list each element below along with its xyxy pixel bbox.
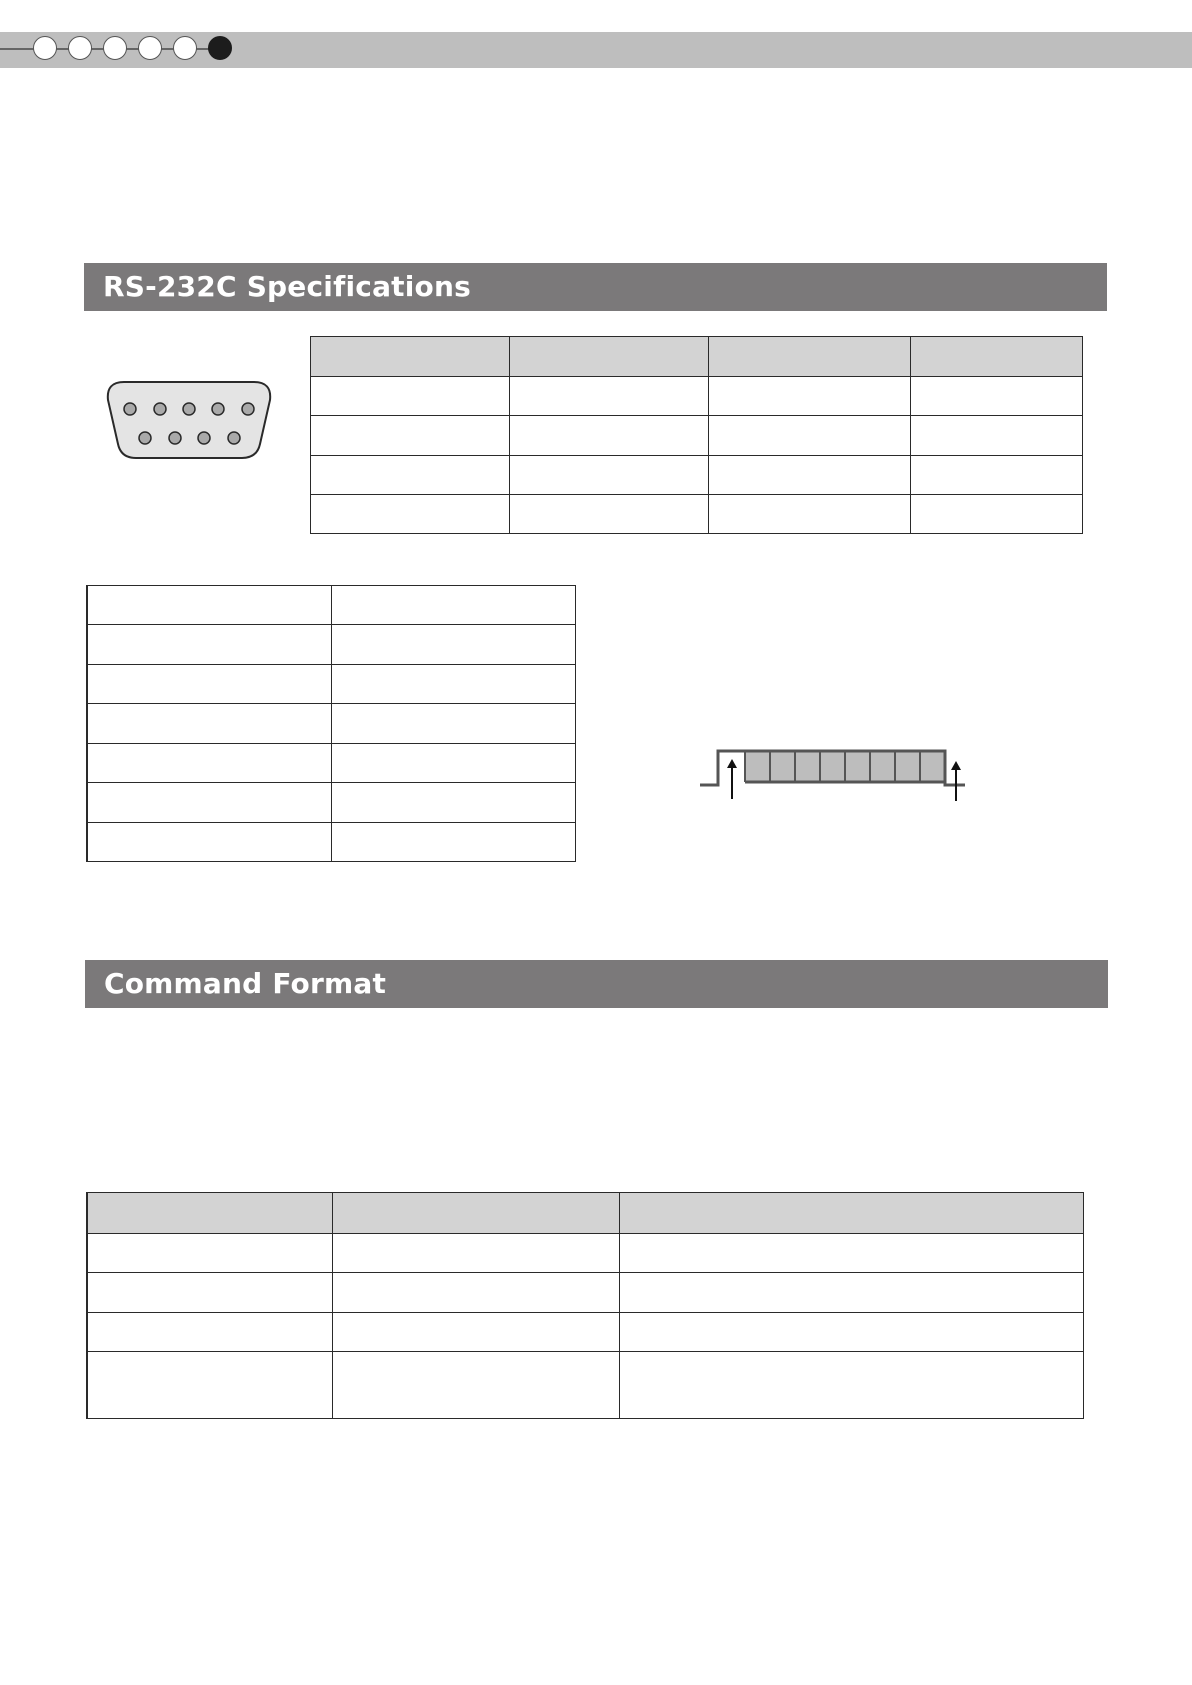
command-table-header-cell — [87, 1193, 332, 1234]
table-row — [311, 456, 1083, 495]
table-row — [87, 823, 575, 862]
table-row — [87, 625, 575, 665]
table-cell — [709, 495, 911, 534]
pin-9 — [228, 432, 240, 444]
nav-dot-2 — [68, 36, 92, 60]
section-title: RS-232C Specifications — [103, 270, 471, 303]
table-row — [87, 744, 575, 783]
section-header-command-format — [85, 960, 1108, 1008]
table-cell — [911, 377, 1083, 416]
table-row — [87, 783, 575, 823]
table-cell — [87, 1352, 332, 1419]
table-cell — [911, 495, 1083, 534]
table-cell — [87, 744, 331, 783]
table-row — [87, 1273, 1083, 1313]
pin-table — [310, 336, 1083, 534]
pin-table-header-cell — [911, 337, 1083, 377]
table-cell — [311, 377, 510, 416]
table-cell — [510, 456, 709, 495]
table-cell — [331, 704, 575, 744]
table-row — [311, 416, 1083, 456]
pin-table-header-cell — [709, 337, 911, 377]
table-row — [311, 377, 1083, 416]
pin-7 — [169, 432, 181, 444]
table-cell — [87, 625, 331, 665]
command-table-header-cell — [619, 1193, 1083, 1234]
table-cell — [87, 1273, 332, 1313]
table-cell — [332, 1273, 619, 1313]
table-cell — [331, 586, 575, 625]
command-table-header-cell — [332, 1193, 619, 1234]
pin-8 — [198, 432, 210, 444]
table-row — [87, 704, 575, 744]
table-cell — [331, 744, 575, 783]
table-row — [87, 665, 575, 704]
table-cell — [87, 1313, 332, 1352]
table-cell — [331, 625, 575, 665]
table-cell — [332, 1352, 619, 1419]
pin-6 — [139, 432, 151, 444]
nav-dot-4 — [138, 36, 162, 60]
table-cell — [619, 1352, 1083, 1419]
command-table-header-row — [87, 1193, 1083, 1234]
table-row — [311, 495, 1083, 534]
table-cell — [709, 416, 911, 456]
table-cell — [510, 377, 709, 416]
table-cell — [87, 586, 331, 625]
table-row — [87, 1313, 1083, 1352]
table-cell — [331, 665, 575, 704]
pin-4 — [212, 403, 224, 415]
pin-5 — [242, 403, 254, 415]
table-cell — [510, 495, 709, 534]
table-cell — [87, 1234, 332, 1273]
nav-dot-3 — [103, 36, 127, 60]
table-cell — [619, 1273, 1083, 1313]
table-cell — [510, 416, 709, 456]
table-cell — [331, 823, 575, 862]
table-cell — [331, 783, 575, 823]
section-title: Command Format — [104, 967, 387, 1000]
table-cell — [332, 1234, 619, 1273]
pin-2 — [154, 403, 166, 415]
nav-dot-5 — [173, 36, 197, 60]
table-cell — [619, 1234, 1083, 1273]
table-cell — [311, 495, 510, 534]
table-cell — [311, 416, 510, 456]
table-cell — [87, 665, 331, 704]
table-cell — [311, 456, 510, 495]
nav-dot-1 — [33, 36, 57, 60]
table-cell — [619, 1313, 1083, 1352]
table-cell — [332, 1313, 619, 1352]
table-cell — [87, 823, 331, 862]
command-table — [86, 1192, 1084, 1419]
table-cell — [911, 456, 1083, 495]
pin-table-header-cell — [510, 337, 709, 377]
pin-1 — [124, 403, 136, 415]
table-row — [87, 1352, 1083, 1419]
table-cell — [709, 456, 911, 495]
table-cell — [709, 377, 911, 416]
pin-table-header-row — [311, 337, 1083, 377]
table-cell — [911, 416, 1083, 456]
spec-table — [86, 585, 576, 862]
pin-table-header-cell — [311, 337, 510, 377]
db9-connector-icon — [102, 378, 276, 462]
serial-frame-timing-icon — [698, 745, 968, 803]
nav-dot-6-active — [208, 36, 232, 60]
table-row — [87, 1234, 1083, 1273]
pin-3 — [183, 403, 195, 415]
section-header-rs232c — [84, 263, 1107, 311]
table-row — [87, 586, 575, 625]
table-cell — [87, 704, 331, 744]
table-cell — [87, 783, 331, 823]
